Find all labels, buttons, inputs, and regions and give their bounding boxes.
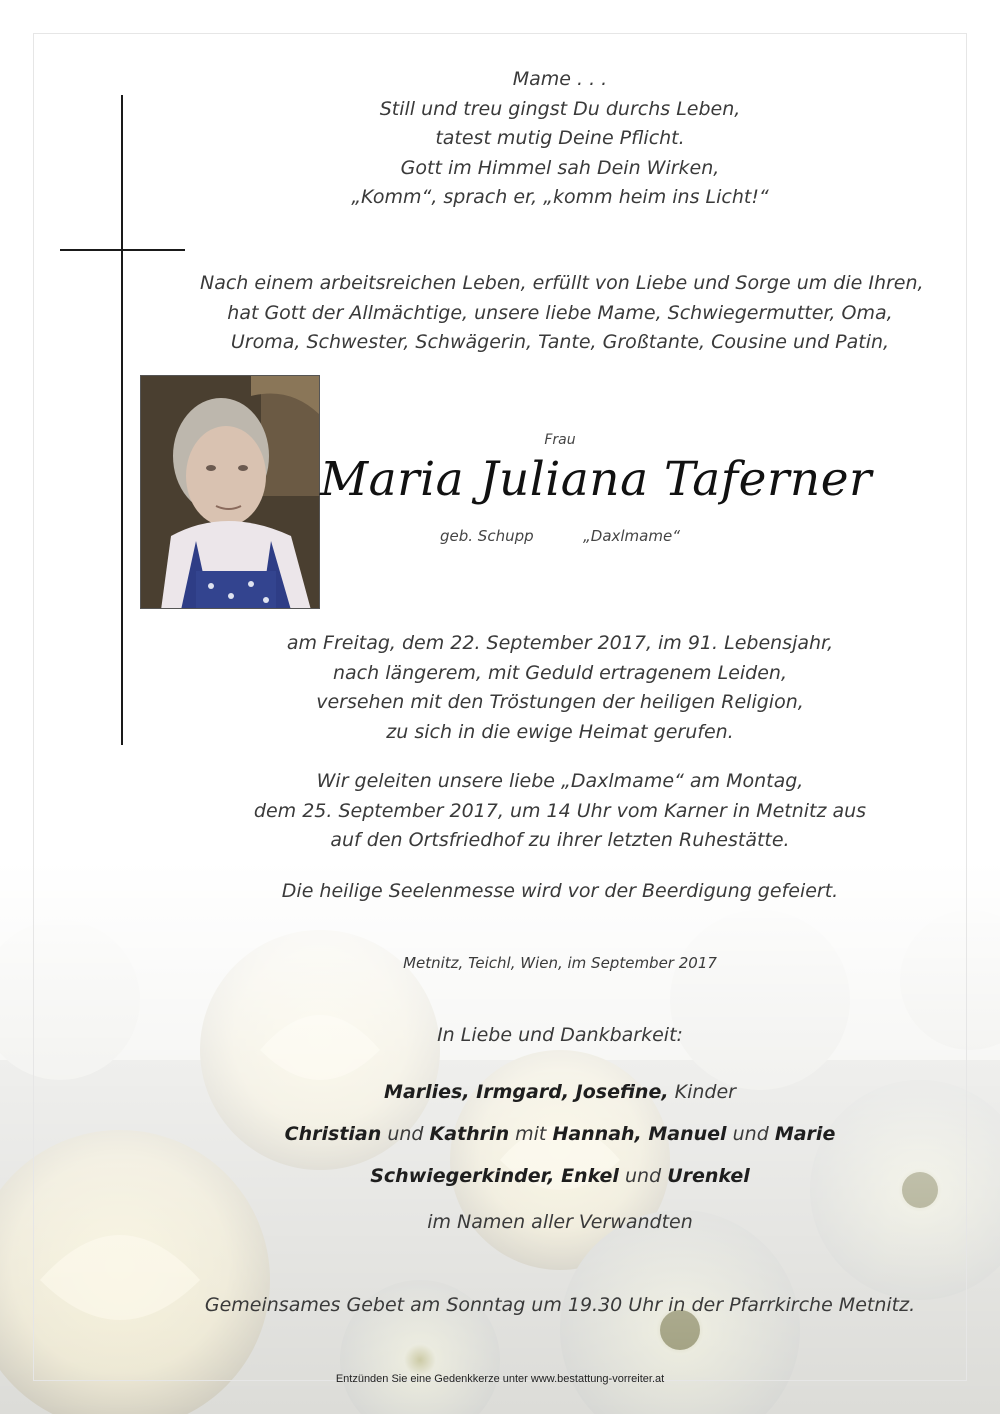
- intro-line: Nach einem arbeitsreichen Leben, erfüllt von Liebe und Sorge um die Ihren,: [200, 272, 924, 294]
- poem: [200, 65, 920, 213]
- funeral-line: dem 25. September 2017, um 14 Uhr vom Karner in Metnitz aus: [253, 799, 867, 822]
- thanks-heading: In Liebe und Dankbarkeit:: [437, 1024, 683, 1046]
- funeral-line: auf den Ortsfriedhof zu ihrer letzten Ruhestätte.: [330, 829, 790, 851]
- children-names: Marlies, Irmgard, Josefine,: [384, 1081, 669, 1103]
- connector-word: und: [624, 1165, 662, 1187]
- family-line-grandchildren: [200, 1113, 920, 1155]
- poem-line: „Komm“, sprach er, „komm heim ins Licht!“: [351, 186, 769, 208]
- poem-line: Mame . . .: [512, 68, 608, 90]
- family-line-children: [200, 1071, 920, 1113]
- connector-word: mit: [515, 1123, 547, 1145]
- death-line: nach längerem, mit Geduld ertragenem Leiden,: [332, 661, 787, 684]
- funeral-text: [200, 767, 920, 856]
- connector-word: und: [387, 1123, 424, 1145]
- title-frau: Frau: [544, 432, 576, 448]
- relatives-text: im Namen aller Verwandten: [427, 1211, 693, 1233]
- poem-line: tatest mutig Deine Pflicht.: [435, 127, 685, 149]
- nickname: „Daxlmame“: [583, 527, 680, 545]
- deceased-portrait-photo: [140, 375, 320, 609]
- prayer-notice: Gemeinsames Gebet am Sonntag um 19.30 Uhr in der Pfarrkirche Metnitz.: [204, 1294, 916, 1316]
- relation-word: Kinder: [674, 1081, 736, 1103]
- family-line-relatives: [200, 1155, 920, 1197]
- poem-line: Gott im Himmel sah Dein Wirken,: [400, 156, 720, 179]
- family-name: Christian: [284, 1123, 382, 1145]
- family-list: [200, 1071, 920, 1197]
- death-line: am Freitag, dem 22. September 2017, im 91. Lebensjahr,: [286, 632, 834, 654]
- poem-line: Still und treu gingst Du durchs Leben,: [379, 97, 741, 120]
- intro-line: hat Gott der Allmächtige, unsere liebe Mame, Schwiegermutter, Oma,: [227, 301, 893, 324]
- cross-horizontal-bar: [60, 249, 185, 251]
- family-name: Marie: [774, 1123, 836, 1145]
- footer-candle-link[interactable]: Entzünden Sie eine Gedenkkerze unter www.bestattung-vorreiter.at: [335, 1373, 665, 1385]
- cross-vertical-bar: [121, 95, 123, 745]
- family-name: Hannah, Manuel: [552, 1123, 727, 1145]
- funeral-line: Wir geleiten unsere liebe „Daxlmame“ am Montag,: [316, 770, 804, 792]
- place-date: Metnitz, Teichl, Wien, im September 2017: [403, 954, 717, 972]
- family-name: Kathrin: [429, 1123, 510, 1145]
- intro-text: [200, 269, 924, 358]
- family-name: Schwiegerkinder, Enkel: [370, 1165, 619, 1187]
- mass-text: Die heilige Seelenmesse wird vor der Beerdigung gefeiert.: [281, 880, 839, 902]
- birth-name: geb. Schupp: [440, 527, 534, 545]
- family-name: Urenkel: [667, 1165, 750, 1187]
- connector-word: und: [732, 1123, 769, 1145]
- death-text: [200, 629, 920, 747]
- death-line: versehen mit den Tröstungen der heiligen Religion,: [316, 691, 804, 713]
- intro-line: Uroma, Schwester, Schwägerin, Tante, Großtante, Cousine und Patin,: [230, 331, 890, 353]
- deceased-name: Maria Juliana Taferner: [320, 452, 872, 507]
- death-line: zu sich in die ewige Heimat gerufen.: [386, 720, 734, 743]
